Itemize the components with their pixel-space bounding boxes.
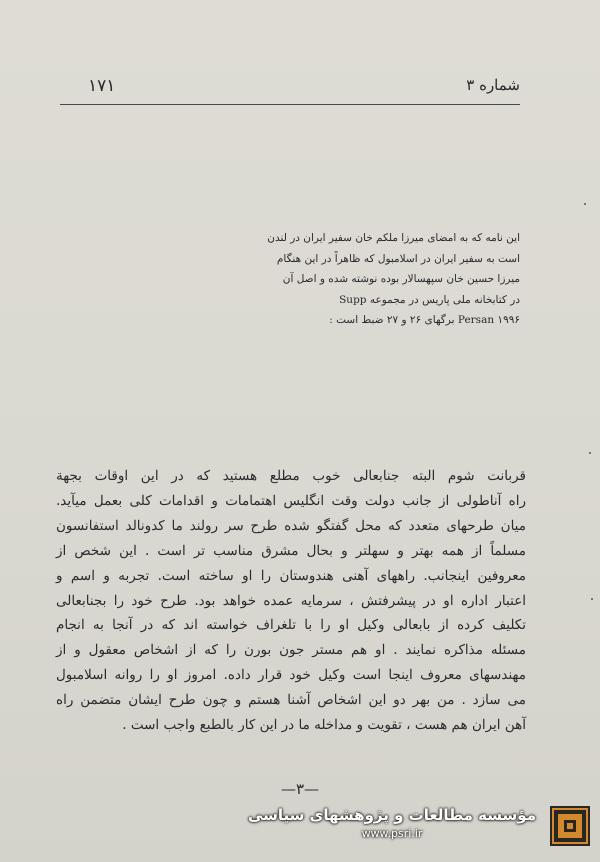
body-line: معروفین اینجانب. راههای آهنی هندوستان را او ساخته است. تجربه و اسم و bbox=[56, 567, 526, 584]
body-line: مهندسهای معروف اینجا است وکیل خود قرار داده. امروز او را روانه اسلامبول bbox=[56, 667, 526, 684]
margin-speck bbox=[589, 452, 591, 454]
body-line: مسلماً از همه بهتر و سهلتر و بحال مشرق مناسب تر است . این شخص از bbox=[56, 542, 526, 559]
note-line: این نامه که به امضای میرزا ملکم خان سفیر ایران در لندن bbox=[267, 232, 520, 244]
body-line: راه آناطولی از جانب دولت وقت انگلیس اهتمامات و اقدامات کلی بعمل میآید. bbox=[56, 492, 526, 509]
note-line: است به سفیر ایران در اسلامبول که ظاهراً در این هنگام bbox=[276, 252, 520, 265]
body-line: می سازد . من بهر دو این اشخاص آشنا هستم و چون طرح ایشان متضمن راه bbox=[56, 692, 526, 709]
psri-logo-icon bbox=[550, 806, 590, 846]
body-line: آهن ایران هم هست ، تقویت و مداخله ما در این کار بالطبع واجب است . bbox=[122, 717, 526, 734]
body-line: مسئله مذاکره نمایند . او هم مستر جون بورن را که از اشخاص معقول و از bbox=[56, 642, 526, 659]
note-line: در کتابخانه ملی پاریس در مجموعه Supp bbox=[339, 293, 520, 306]
note-line: میرزا حسین خان سپهسالار بوده نوشته شده و اصل آن bbox=[282, 273, 520, 285]
watermark-title: مؤسسه مطالعات و پژوهشهای سیاسی bbox=[247, 806, 536, 824]
intro-note bbox=[267, 228, 520, 331]
margin-speck bbox=[584, 203, 586, 205]
body-line: قربانت شوم البته جنابعالی خوب مطلع هستید که در این اوقات بجهة bbox=[56, 468, 526, 484]
watermark-caption bbox=[248, 806, 536, 840]
body-line: اعتبار اداره او در پیشرفتش ، سرمایه عمده خواهد بود. طرح خود را بجنابعالی bbox=[56, 592, 526, 609]
margin-speck bbox=[591, 598, 593, 600]
footer-page-marker: —٣— bbox=[280, 780, 320, 798]
letter-body bbox=[56, 464, 526, 738]
page-number: ١٧١ bbox=[88, 76, 116, 96]
body-line: میان طرحهای متعدد که محل گفتگو شده طرح سر رولند ما کدونالد استفانسون bbox=[56, 517, 526, 534]
page-header bbox=[60, 76, 520, 98]
body-line: تکلیف کرده از بابعالی وکیل او را با تلغراف خواسته اند که در آنجا به انجام bbox=[56, 617, 526, 634]
issue-label: شماره ٣ bbox=[466, 76, 520, 94]
note-line: Persan ۱۹۹۶ برگهای ٢۶ و ٢٧ ضبط است : bbox=[329, 314, 520, 326]
header-divider bbox=[60, 104, 520, 105]
watermark-url: www.psri.ir bbox=[361, 827, 423, 840]
